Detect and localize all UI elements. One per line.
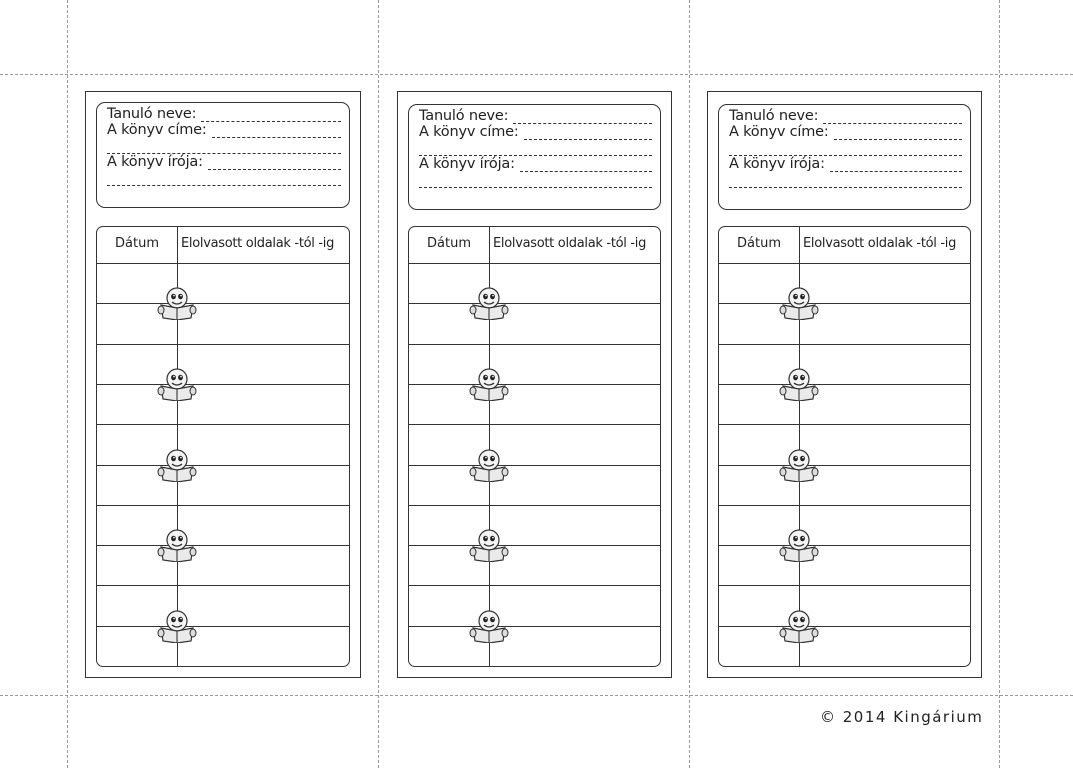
reading-bird-icon <box>469 609 509 643</box>
pages-column-header: Elolvasott oldalak -tól -ig <box>803 236 957 251</box>
student-name-label: Tanuló neve: <box>107 106 197 122</box>
reading-log-table <box>408 226 661 667</box>
book-title-blank[interactable] <box>834 128 962 140</box>
table-row-line <box>719 424 970 425</box>
cut-line <box>0 695 1073 696</box>
reading-bird-icon <box>779 286 819 320</box>
student-name-label: Tanuló neve: <box>729 108 819 124</box>
cut-line <box>378 0 379 768</box>
table-row-line <box>409 344 660 345</box>
student-name-blank[interactable] <box>823 112 962 124</box>
book-author-blank[interactable] <box>830 160 962 172</box>
book-title-blank-extra[interactable] <box>107 138 341 154</box>
cut-line <box>0 74 1073 75</box>
book-title-blank[interactable] <box>524 128 652 140</box>
student-info-box <box>718 104 971 210</box>
reading-log-header <box>409 227 660 264</box>
pages-column-header: Elolvasott oldalak -tól -ig <box>493 236 647 251</box>
book-author-label: A könyv írója: <box>419 156 515 172</box>
reading-bird-icon <box>469 528 509 562</box>
reading-bird-icon <box>469 448 509 482</box>
student-info-box <box>96 102 350 208</box>
table-row-line <box>97 545 349 546</box>
table-row-line <box>409 424 660 425</box>
reading-log-table <box>718 226 971 667</box>
table-row-line <box>97 303 349 304</box>
book-author-blank-extra[interactable] <box>419 172 652 188</box>
book-author-label: A könyv írója: <box>107 154 203 170</box>
book-author-label: A könyv írója: <box>729 156 825 172</box>
table-row-line <box>719 384 970 385</box>
table-row-line <box>719 505 970 506</box>
student-name-label: Tanuló neve: <box>419 108 509 124</box>
reading-bird-icon <box>469 367 509 401</box>
book-author-blank-extra[interactable] <box>107 170 341 186</box>
table-row-line <box>719 626 970 627</box>
reading-log-header <box>719 227 970 264</box>
table-row-line <box>719 344 970 345</box>
table-row-line <box>719 585 970 586</box>
table-row-line <box>97 626 349 627</box>
bookmark-card <box>85 91 361 678</box>
table-row-line <box>409 384 660 385</box>
student-name-blank[interactable] <box>513 112 652 124</box>
table-row-line <box>409 626 660 627</box>
date-column-header: Dátum <box>115 236 159 251</box>
cut-line <box>689 0 690 768</box>
cut-line <box>999 0 1000 768</box>
book-title-label: A könyv címe: <box>107 122 207 138</box>
cut-line <box>67 0 68 768</box>
book-title-blank[interactable] <box>212 126 341 138</box>
reading-bird-icon <box>157 528 197 562</box>
student-info-box <box>408 104 661 210</box>
table-row-line <box>719 545 970 546</box>
bookmark-card <box>707 91 982 678</box>
reading-bird-icon <box>157 286 197 320</box>
reading-bird-icon <box>779 528 819 562</box>
table-row-line <box>719 465 970 466</box>
book-author-blank-extra[interactable] <box>729 172 962 188</box>
book-title-blank-extra[interactable] <box>729 140 962 156</box>
table-row-line <box>97 585 349 586</box>
reading-bird-icon <box>157 367 197 401</box>
book-author-blank[interactable] <box>208 158 341 170</box>
date-column-header: Dátum <box>737 236 781 251</box>
book-title-label: A könyv címe: <box>729 124 829 140</box>
student-name-blank[interactable] <box>201 110 341 122</box>
reading-bird-icon <box>779 367 819 401</box>
pages-column-header: Elolvasott oldalak -tól -ig <box>181 236 335 251</box>
table-row-line <box>719 303 970 304</box>
table-row-line <box>97 384 349 385</box>
book-title-blank-extra[interactable] <box>419 140 652 156</box>
reading-bird-icon <box>779 448 819 482</box>
table-row-line <box>97 344 349 345</box>
copyright-notice: © 2014 Kingárium <box>820 708 984 726</box>
reading-bird-icon <box>157 609 197 643</box>
table-row-line <box>97 465 349 466</box>
table-row-line <box>409 505 660 506</box>
book-author-blank[interactable] <box>520 160 652 172</box>
table-row-line <box>409 545 660 546</box>
reading-bird-icon <box>779 609 819 643</box>
table-row-line <box>97 505 349 506</box>
reading-bird-icon <box>469 286 509 320</box>
table-row-line <box>409 303 660 304</box>
reading-log-table <box>96 226 350 667</box>
reading-log-header <box>97 227 349 264</box>
date-column-header: Dátum <box>427 236 471 251</box>
table-row-line <box>97 424 349 425</box>
reading-bird-icon <box>157 448 197 482</box>
book-title-label: A könyv címe: <box>419 124 519 140</box>
table-row-line <box>409 465 660 466</box>
table-row-line <box>409 585 660 586</box>
bookmark-card <box>397 91 672 678</box>
